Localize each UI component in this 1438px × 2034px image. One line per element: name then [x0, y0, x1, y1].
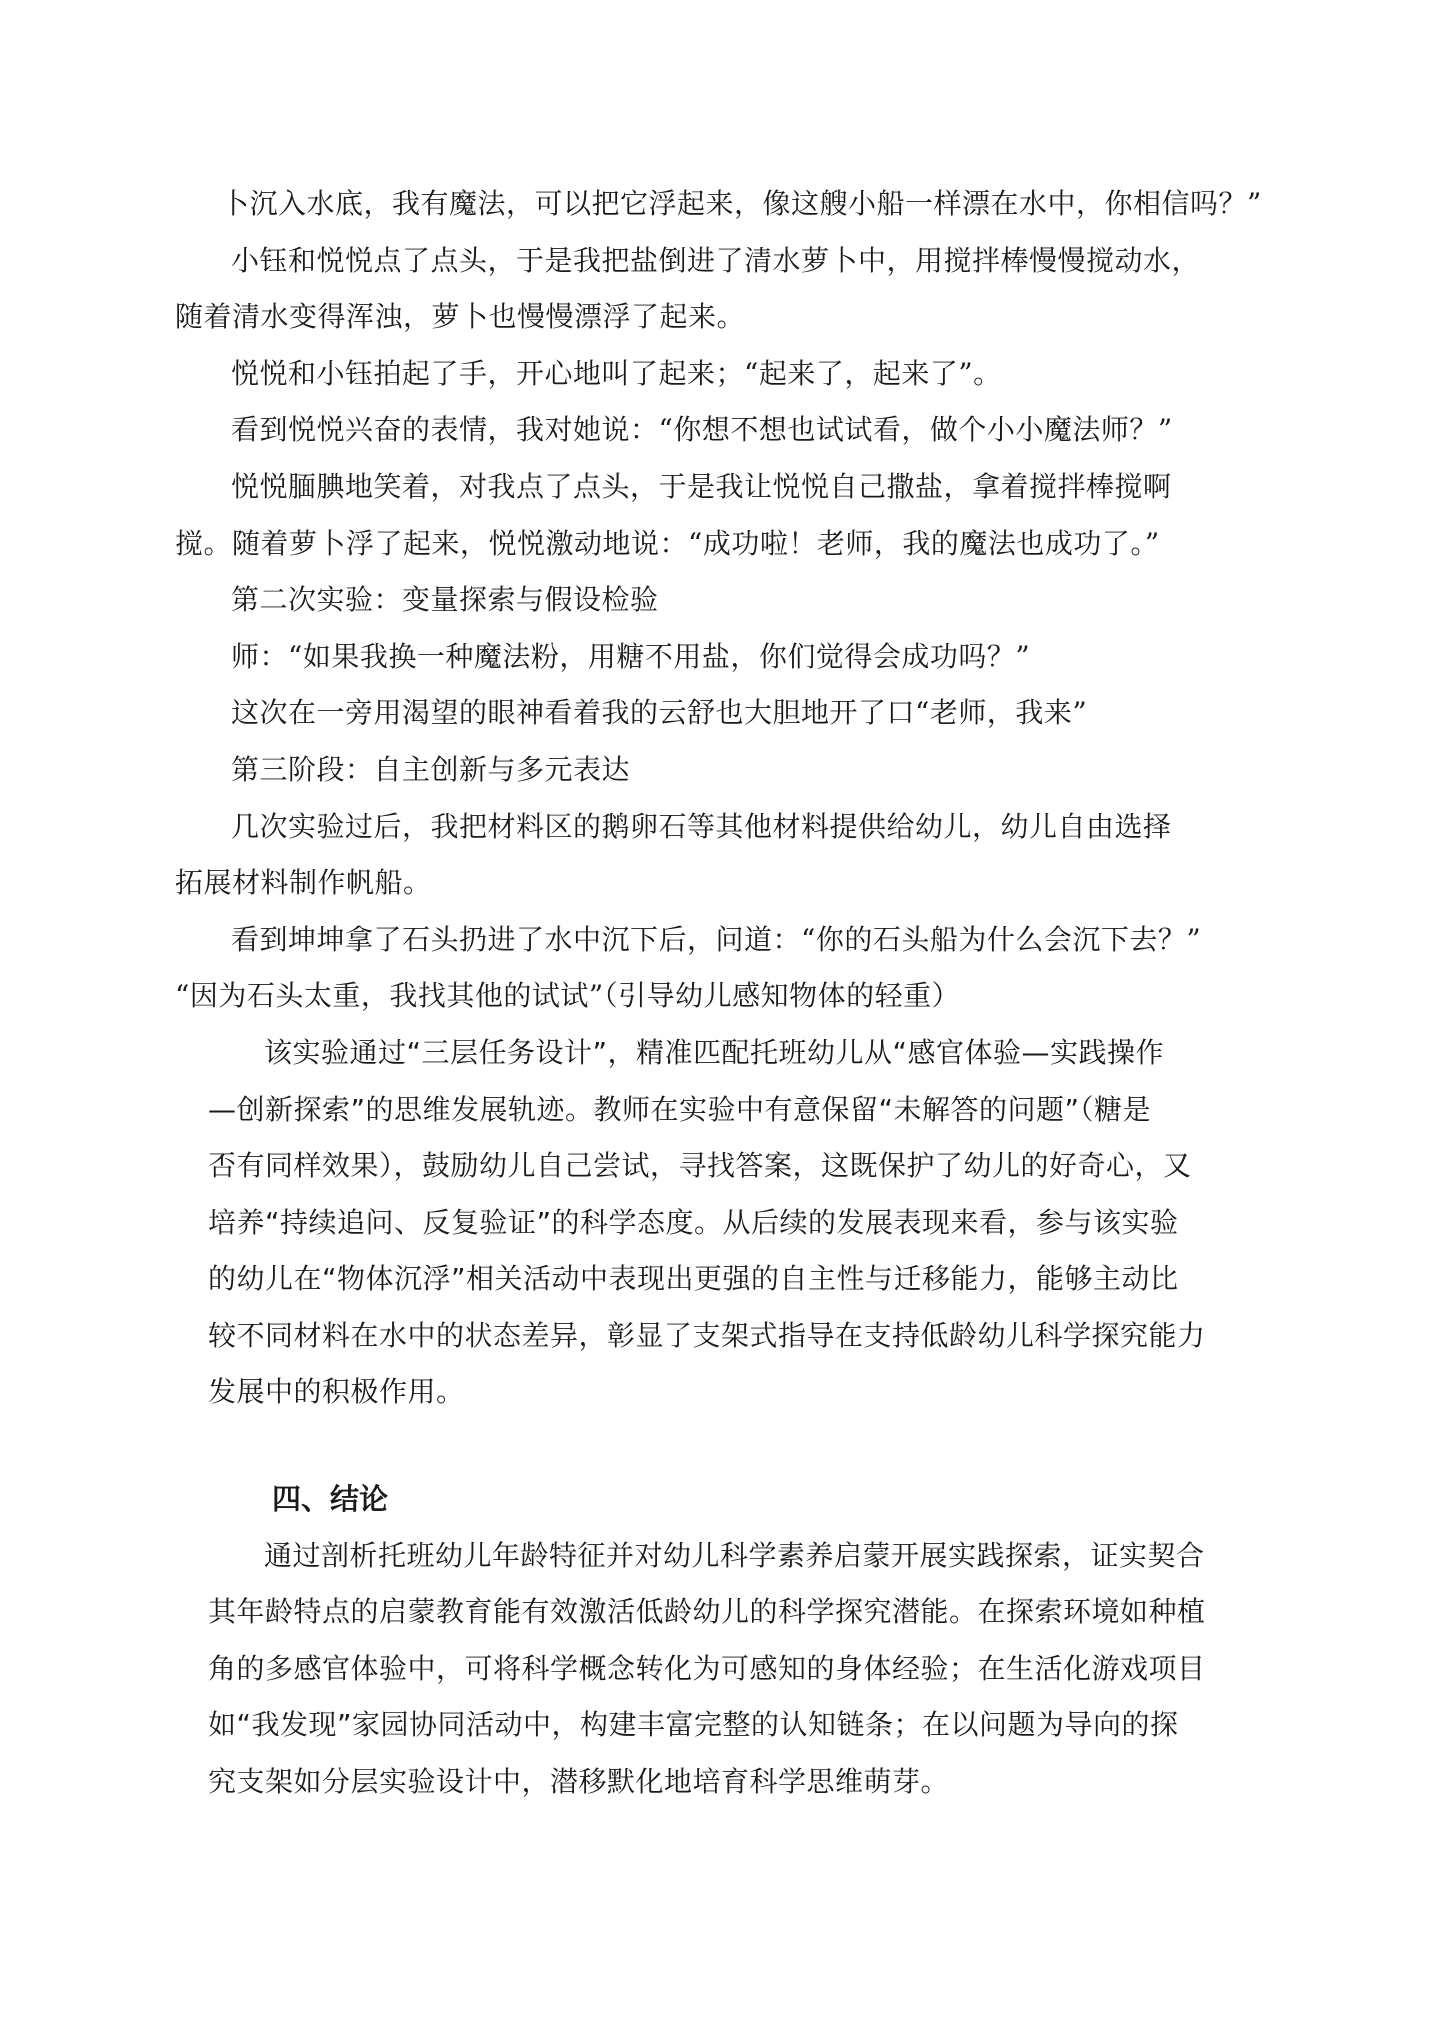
document-line: 如“我发现”家园协同活动中，构建丰富完整的认知链条；在以问题为导向的探: [208, 1708, 1179, 1742]
document-line: 师：“如果我换一种魔法粉，用糖不用盐，你们觉得会成功吗？”: [231, 639, 1031, 673]
document-line: 其年龄特点的启蒙教育能有效激活低龄幼儿的科学探究潜能。在探索环境如种植: [208, 1595, 1206, 1629]
document-line: 培养“持续追问、反复验证”的科学态度。从后续的发展表现来看，参与该实验: [208, 1205, 1179, 1239]
section-heading: 四、结论: [272, 1482, 389, 1517]
document-line: —创新探索”的思维发展轨迹。教师在实验中有意保留“未解答的问题”（糖是: [208, 1092, 1152, 1126]
document-line: 较不同材料在水中的状态差异，彰显了支架式指导在支持低龄幼儿科学探究能力: [208, 1318, 1206, 1352]
document-line: 第三阶段：自主创新与多元表达: [231, 752, 631, 786]
document-line: 角的多感官体验中，可将科学概念转化为可感知的身体经验；在生活化游戏项目: [208, 1651, 1206, 1685]
document-line: 通过剖析托班幼儿年龄特征并对幼儿科学素养启蒙开展实践探索，证实契合: [264, 1538, 1205, 1572]
document-line: 看到悦悦兴奋的表情，我对她说：“你想不想也试试看，做个小小魔法师？”: [231, 413, 1173, 447]
conclusion-paragraphs: [0, 1528, 1438, 1811]
document-line: 几次实验过后，我把材料区的鹅卵石等其他材料提供给幼儿，幼儿自由选择: [231, 809, 1172, 843]
document-line: 随着清水变得浑浊，萝卜也慢慢漂浮了起来。: [175, 300, 746, 334]
document-line: 发展中的积极作用。: [208, 1375, 465, 1409]
document-line: 悦悦腼腆地笑着，对我点了点头，于是我让悦悦自己撒盐，拿着搅拌棒搅啊: [231, 469, 1172, 503]
document-line: 第二次实验：变量探索与假设检验: [231, 583, 659, 617]
document-line: “因为石头太重，我找其他的试试”（引导幼儿感知物体的轻重）: [175, 979, 961, 1013]
document-line: 搅。随着萝卜浮了起来，悦悦激动地说：“成功啦！老师，我的魔法也成功了。”: [175, 526, 1160, 560]
page-text-flow: [0, 176, 1438, 1811]
document-line: 拓展材料制作帆船。: [175, 866, 432, 900]
document-line: 悦悦和小钰拍起了手，开心地叫了起来；“起来了，起来了”。: [231, 356, 1002, 390]
document-line: 该实验通过“三层任务设计”，精准匹配托班幼儿从“感官体验—实践操作: [264, 1035, 1165, 1069]
document-line: 卜沉入水底，我有魔法，可以把它浮起来，像这艘小船一样漂在水中，你相信吗？”: [221, 187, 1262, 220]
body-paragraphs: [0, 176, 1438, 1421]
document-line: 小钰和悦悦点了点头，于是我把盐倒进了清水萝卜中，用搅拌棒慢慢搅动水，: [231, 243, 1201, 277]
document-line: 究支架如分层实验设计中，潜移默化地培育科学思维萌芽。: [208, 1765, 950, 1799]
document-line: 否有同样效果），鼓励幼儿自己尝试，寻找答案，这既保护了幼儿的好奇心，又: [208, 1149, 1192, 1183]
section-gap: [0, 1421, 1438, 1471]
document-line: 这次在一旁用渴望的眼神看着我的云舒也大胆地开了口“老师，我来”: [231, 696, 1088, 730]
document-line: 看到坤坤拿了石头扔进了水中沉下后，问道：“你的石头船为什么会沉下去？”: [231, 922, 1202, 956]
document-line: 的幼儿在“物体沉浮”相关活动中表现出更强的自主性与迁移能力，能够主动比: [208, 1262, 1179, 1296]
